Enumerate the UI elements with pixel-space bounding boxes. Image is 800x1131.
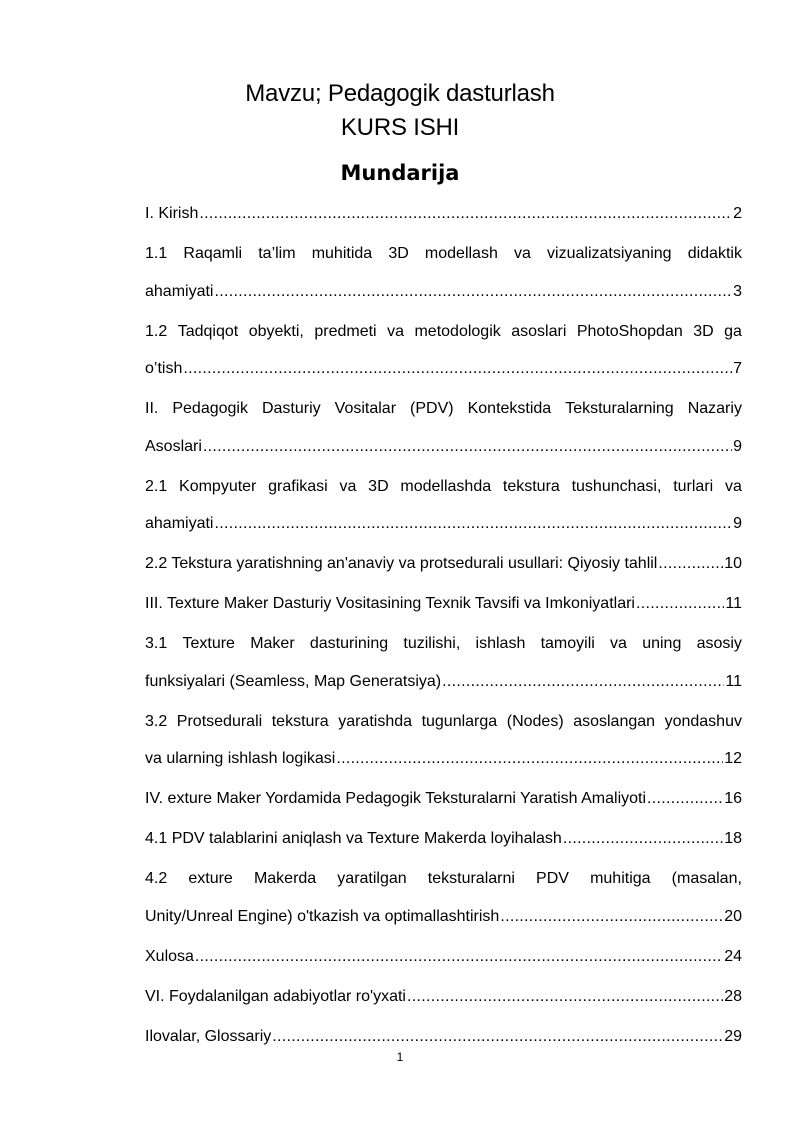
toc-entry-text-line bbox=[145, 864, 742, 894]
toc-entry-page-number: 2 bbox=[733, 205, 742, 222]
toc-word: predmeti bbox=[314, 322, 377, 340]
toc-word: Pedagogik bbox=[172, 400, 248, 417]
toc-entry-title: 4.1 PDV talablarini aniqlash va Texture Makerda loyihalash bbox=[145, 830, 562, 847]
toc-word: Raqamli bbox=[183, 245, 243, 262]
toc-word: 3D bbox=[693, 322, 714, 340]
toc-word: muhitiga bbox=[590, 870, 651, 887]
document-title: Mavzu; Pedagogik dasturlash bbox=[245, 80, 555, 107]
toc-entry-page-number: 18 bbox=[724, 830, 742, 847]
toc-word: PDV bbox=[536, 870, 569, 887]
dot-leader bbox=[272, 1022, 723, 1052]
dot-leader bbox=[183, 354, 732, 384]
toc-word: va bbox=[610, 635, 627, 652]
toc-word: grafikasi bbox=[268, 477, 328, 495]
dot-leader bbox=[195, 942, 723, 972]
dot-leader bbox=[336, 744, 723, 774]
toc-entry-leader-line bbox=[145, 902, 742, 932]
toc-entry-leader-line bbox=[145, 744, 742, 774]
toc-word: (PDV) bbox=[410, 400, 454, 417]
toc-word: obyekti, bbox=[248, 322, 304, 340]
page-number: 1 bbox=[396, 1050, 404, 1064]
toc-word: Kompyuter bbox=[179, 477, 257, 495]
toc-entry-title: VI. Foydalanilgan adabiyotlar ro'yxati bbox=[145, 987, 406, 1005]
toc-entry-text-line bbox=[145, 629, 742, 659]
toc-word: tushunchasi, bbox=[571, 477, 662, 495]
toc-word: Maker bbox=[250, 635, 295, 652]
toc-entry-page-number: 11 bbox=[725, 595, 742, 612]
toc-word: didaktik bbox=[687, 245, 742, 262]
toc-entry-text-line bbox=[145, 394, 742, 424]
document-subtitle: KURS ISHI bbox=[340, 114, 460, 141]
toc-entry-leader-line bbox=[145, 589, 742, 619]
toc-entry-page-number: 3 bbox=[733, 282, 742, 300]
toc-entry-title: va ularning ishlash logikasi bbox=[145, 750, 336, 767]
dot-leader bbox=[214, 509, 732, 539]
dot-leader bbox=[636, 589, 724, 619]
toc-entry-text-line bbox=[145, 317, 742, 347]
toc-entry-page-number: 7 bbox=[733, 360, 742, 377]
toc-entry-page-number: 11 bbox=[725, 672, 742, 690]
toc-entry-leader-line bbox=[145, 784, 742, 814]
toc-entry-leader-line bbox=[145, 549, 742, 579]
toc-word: ta’lim bbox=[258, 245, 296, 262]
toc-entry-leader-line bbox=[145, 982, 742, 1012]
toc-word: asosiy bbox=[696, 635, 742, 652]
toc-word: tamoyili bbox=[540, 635, 595, 652]
toc-entry-leader-line bbox=[145, 824, 742, 854]
toc-word: 3D bbox=[368, 477, 389, 495]
toc-entry-text-line bbox=[145, 239, 742, 269]
toc-entry-leader-line bbox=[145, 354, 742, 384]
toc-entry-text-line bbox=[145, 472, 742, 502]
toc-entry-title: Ilovalar, Glossariy bbox=[145, 1027, 272, 1045]
toc-word: 3D bbox=[388, 245, 409, 262]
toc-word: (Nodes) bbox=[506, 712, 564, 730]
toc-word: dasturining bbox=[309, 635, 389, 652]
toc-word: Teksturalarning bbox=[565, 400, 674, 417]
toc-word: muhitida bbox=[311, 245, 373, 262]
toc-entry-leader-line bbox=[145, 667, 742, 697]
toc-word: ishlash bbox=[475, 635, 526, 652]
toc-entry-title: III. Texture Maker Dasturiy Vositasining Texnik Tavsifi va Imkoniyatlari bbox=[145, 595, 635, 612]
toc-word: asoslangan bbox=[573, 712, 656, 730]
toc-entry-leader-line bbox=[145, 199, 742, 229]
toc-word: metodologik bbox=[414, 322, 501, 340]
toc-word: modellashda bbox=[400, 477, 492, 495]
toc-word: va bbox=[724, 477, 742, 495]
toc-word: Tadqiqot bbox=[177, 322, 239, 340]
toc-word: yaratilgan bbox=[337, 870, 407, 887]
toc-word: va bbox=[387, 322, 404, 340]
toc-word: yaratishda bbox=[338, 712, 413, 730]
toc-word: 2.1 bbox=[145, 477, 168, 495]
toc-entry-leader-line bbox=[145, 1022, 742, 1052]
toc-word: tekstura bbox=[271, 712, 329, 730]
toc-entry-title: ahamiyati bbox=[145, 282, 214, 300]
toc-entry-title: 2.2 Tekstura yaratishning an'anaviy va protsedurali usullari: Qiyosiy tahlil bbox=[145, 555, 658, 572]
toc-word: turlari bbox=[673, 477, 714, 495]
toc-word: 3.2 bbox=[145, 712, 168, 730]
toc-word: modellash bbox=[424, 245, 498, 262]
toc-entry-title: Xulosa bbox=[145, 947, 194, 965]
toc-word: ga bbox=[724, 322, 742, 340]
toc-word: tugunlarga bbox=[421, 712, 498, 730]
toc-entry-page-number: 10 bbox=[724, 555, 742, 572]
toc-entry-title: o’tish bbox=[145, 360, 183, 377]
toc-entry-leader-line bbox=[145, 509, 742, 539]
toc-word: 3.1 bbox=[145, 635, 168, 652]
toc-word: II. bbox=[145, 400, 159, 417]
toc-word: Texture bbox=[182, 635, 235, 652]
toc-entry-title: IV. exture Maker Yordamida Pedagogik Teksturalarni Yaratish Amaliyoti bbox=[145, 790, 647, 807]
toc-heading: Mundarija bbox=[340, 161, 460, 185]
dot-leader bbox=[199, 199, 732, 229]
dot-leader bbox=[658, 549, 723, 579]
toc-word: 1.2 bbox=[145, 322, 168, 340]
dot-leader bbox=[500, 902, 723, 932]
toc-entry-title: ahamiyati bbox=[145, 515, 214, 532]
toc-entry-title: Asoslari bbox=[145, 437, 202, 455]
toc-word: PhotoShopdan bbox=[576, 322, 683, 340]
toc-word: Vositalar bbox=[334, 400, 397, 417]
dot-leader bbox=[442, 667, 724, 697]
toc-word: Protsedurali bbox=[176, 712, 263, 730]
toc-word: Makerda bbox=[253, 870, 317, 887]
toc-entry-leader-line bbox=[145, 277, 742, 307]
dot-leader bbox=[563, 824, 723, 854]
dot-leader bbox=[647, 784, 723, 814]
toc-entry-page-number: 9 bbox=[733, 437, 742, 455]
toc-word: teksturalarni bbox=[427, 870, 515, 887]
toc-entry-page-number: 12 bbox=[724, 750, 742, 767]
toc-word: tekstura bbox=[502, 477, 560, 495]
toc-word: 1.1 bbox=[145, 245, 168, 262]
toc-word: Nazariy bbox=[687, 400, 742, 417]
toc-entry-text-line bbox=[145, 707, 742, 737]
toc-entry-title: I. Kirish bbox=[145, 205, 199, 222]
toc-entry-page-number: 29 bbox=[724, 1027, 742, 1045]
toc-word: asoslari bbox=[511, 322, 567, 340]
toc-entry-page-number: 20 bbox=[724, 907, 742, 925]
toc-entry-page-number: 16 bbox=[724, 790, 742, 807]
toc-word: vizualizatsiyaning bbox=[547, 245, 672, 262]
toc-word: (masalan, bbox=[671, 870, 742, 887]
toc-word: 4.2 bbox=[145, 870, 168, 887]
toc-word: uning bbox=[642, 635, 682, 652]
toc-word: yondashuv bbox=[664, 712, 742, 730]
toc-entry-page-number: 9 bbox=[733, 515, 742, 532]
toc-entry-page-number: 24 bbox=[724, 947, 742, 965]
toc-entry-leader-line bbox=[145, 432, 742, 462]
toc-word: Dasturiy bbox=[261, 400, 321, 417]
toc-word: Kontekstida bbox=[467, 400, 552, 417]
dot-leader bbox=[214, 277, 732, 307]
toc-word: va bbox=[339, 477, 357, 495]
dot-leader bbox=[407, 982, 723, 1012]
toc-entry-title: Unity/Unreal Engine) o'tkazish va optimallashtirish bbox=[145, 907, 500, 925]
toc-word: exture bbox=[188, 870, 233, 887]
toc-word: tuzilishi, bbox=[403, 635, 461, 652]
toc-entry-leader-line bbox=[145, 942, 742, 972]
toc-entry-page-number: 28 bbox=[724, 987, 742, 1005]
dot-leader bbox=[203, 432, 732, 462]
toc-entry-title: funksiyalari (Seamless, Map Generatsiya) bbox=[145, 672, 442, 690]
toc-word: va bbox=[514, 245, 531, 262]
